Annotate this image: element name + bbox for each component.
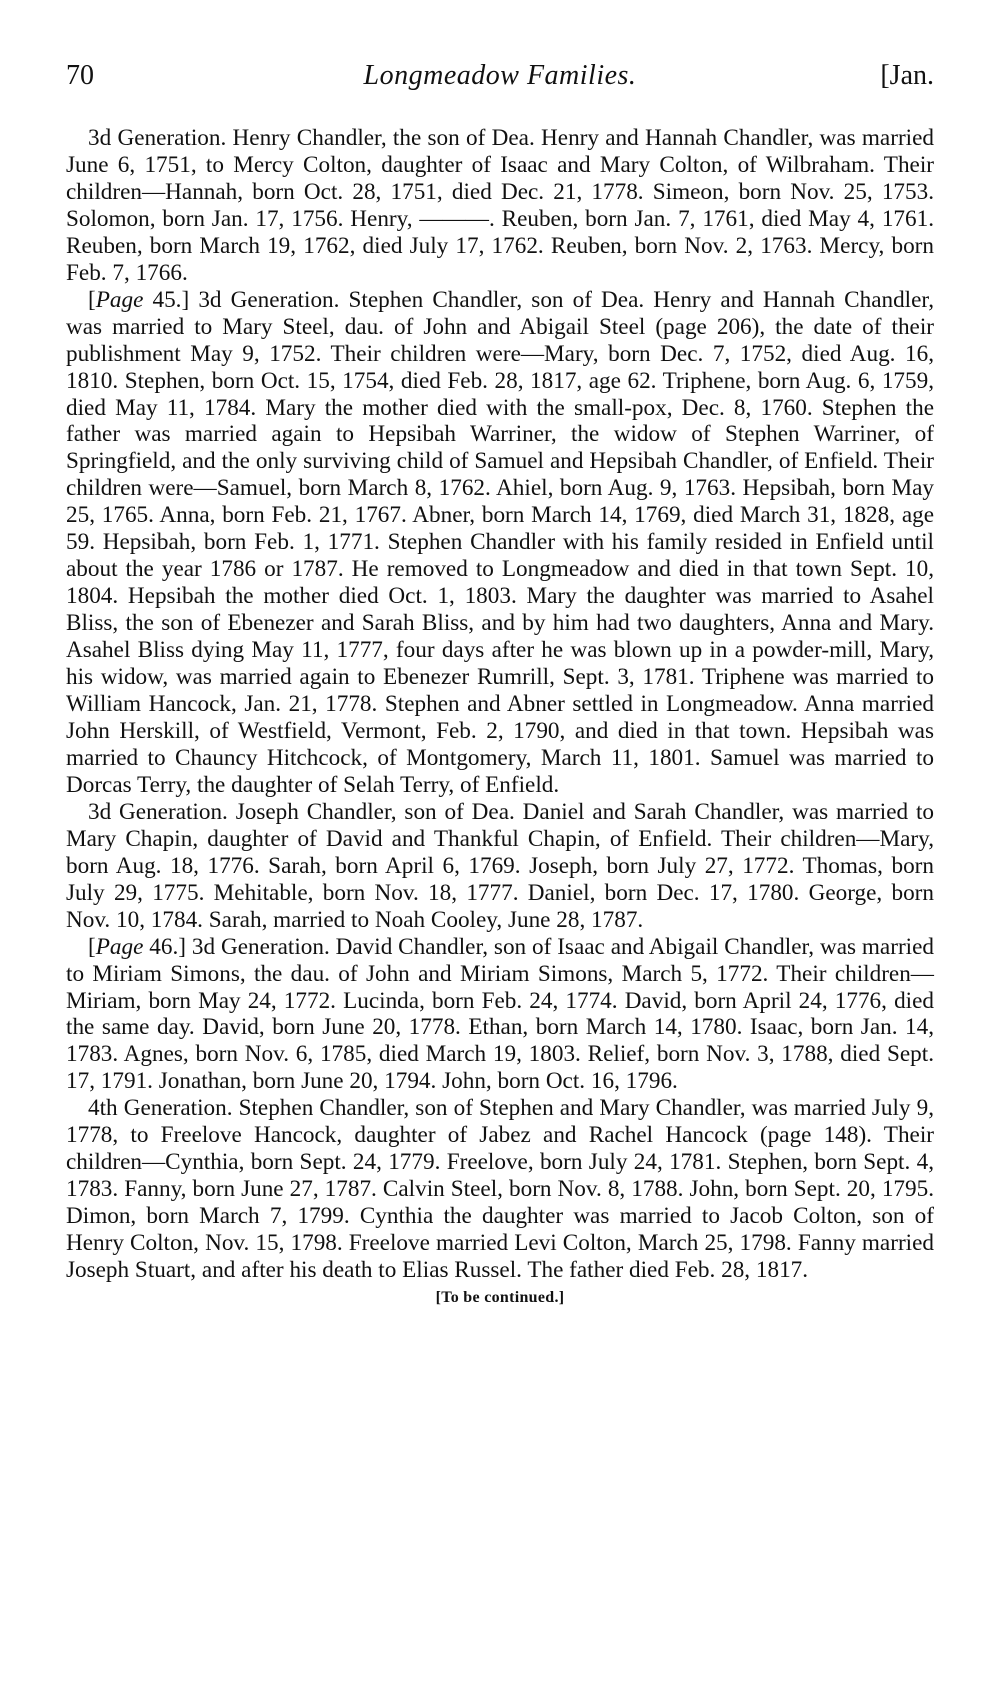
running-title: Longmeadow Families.: [363, 60, 637, 91]
page-header: [66, 52, 934, 96]
paragraph-text: 3d Generation. David Chandler, son of Isaac and Abigail Chandler, was married to Miriam Simons, the dau. of John and Miriam Simons, March 5, 1772. Their children—Miriam, born May 24, 1772. Lucinda, born Feb. 24, 1774. David, born April 24, 1776, died the same day. David, born June 20, 1778. Ethan, born March 14, 1780. Isaac, born Jan. 14, 1783. Agnes, born Nov. 6, 1785, died March 19, 1803. Relief, born Nov. 3, 1788, died Sept. 17, 1791. Jonathan, born June 20, 1794. John, born Oct. 16, 1796.: [66, 933, 934, 1095]
paragraph-david-chandler: [66, 934, 934, 1096]
paragraph-henry-chandler: [66, 125, 934, 287]
document-page: [66, 52, 934, 1307]
paragraph-text: 3d Generation. Henry Chandler, the son of Dea. Henry and Hannah Chandler, was married June 6, 1751, to Mercy Colton, daughter of Isaac and Mary Colton, of Wilbraham. Their children—Hannah, born Oct. 28, 1751, died Dec. 21, 1778. Simeon, born Nov. 25, 1753. Solomon, born Jan. 17, 1756. Henry, ———. Reuben, born Jan. 7, 1761, died May 4, 1761. Reuben, born March 19, 1762, died July 17, 1762. Reuben, born Nov. 2, 1763. Mercy, born Feb. 7, 1766.: [66, 125, 934, 286]
page-number: 70: [66, 60, 94, 91]
paragraph-joseph-chandler: [66, 799, 934, 934]
page-reference: [Page 45.]: [88, 286, 190, 313]
paragraph-text: 4th Generation. Stephen Chandler, son of Stephen and Mary Chandler, was married July 9, 1778, to Freelove Hancock, daughter of Jabez and Rachel Hancock (page 148). Their children—Cynthia, born Sept. 24, 1779. Freelove, born July 24, 1781. Stephen, born Sept. 4, 1783. Fanny, born June 27, 1787. Calvin Steel, born Nov. 8, 1788. John, born Sept. 20, 1795. Dimon, born March 7, 1799. Cynthia the daughter was married to Jacob Colton, son of Henry Colton, Nov. 15, 1798. Freelove married Levi Colton, March 25, 1798. Fanny married Joseph Stuart, and after his death to Elias Russel. The father died Feb. 28, 1817.: [66, 1095, 934, 1284]
page-body: [66, 125, 934, 1307]
paragraph-stephen-chandler-4th: [66, 1095, 934, 1284]
to-be-continued: [To be continued.]: [435, 1288, 565, 1306]
paragraph-stephen-chandler: [66, 287, 934, 799]
paragraph-text: 3d Generation. Joseph Chandler, son of Dea. Daniel and Sarah Chandler, was married to Mary Chapin, daughter of David and Thankful Chapin, of Enfield. Their children—Mary, born Aug. 18, 1776. Sarah, born April 6, 1769. Joseph, born July 27, 1772. Thomas, born July 29, 1775. Mehitable, born Nov. 18, 1777. Daniel, born Dec. 17, 1780. George, born Nov. 10, 1784. Sarah, married to Noah Cooley, June 28, 1787.: [66, 798, 934, 933]
paragraph-text: 3d Generation. Stephen Chandler, son of Dea. Henry and Hannah Chandler, was married to Mary Steel, dau. of John and Abigail Steel (page 206), the date of their publishment May 9, 1752. Their children were—Mary, born Dec. 7, 1752, died Aug. 16, 1810. Stephen, born Oct. 15, 1754, died Feb. 28, 1817, age 62. Triphene, born Aug. 6, 1759, died May 11, 1784. Mary the mother died with the small-pox, Dec. 8, 1760. Stephen the father was married again to Hepsibah Warriner, the widow of Stephen Warriner, of Springfield, and the only surviving child of Samuel and Hepsibah Chandler, of Enfield. Their children were—Samuel, born March 8, 1762. Ahiel, born Aug. 9, 1763. Hepsibah, born May 25, 1765. Anna, born Feb. 21, 1767. Abner, born March 14, 1769, died March 31, 1828, age 59. Hepsibah, born Feb. 1, 1771. Stephen Chandler with his family resided in Enfield until about the year 1786 or 1787. He removed to Longmeadow and died in that town Sept. 10, 1804. Hepsibah the mother died Oct. 1, 1803. Mary the daughter was married to Asahel Bliss, the son of Ebenezer and Sarah Bliss, and by him had two daughters, Anna and Mary. Asahel Bliss dying May 11, 1777, four days after he was blown up in a powder-mill, Mary, his widow, was married again to Ebenezer Rumrill, Sept. 3, 1781. Triphene was married to William Hancock, Jan. 21, 1778. Stephen and Abner settled in Longmeadow. Anna married John Herskill, of Westfield, Vermont, Feb. 2, 1790, and died in that town. Hepsibah was married to Chauncy Hitchcock, of Montgomery, March 11, 1801. Samuel was married to Dorcas Terry, the daughter of Selah Terry, of Enfield.: [66, 286, 935, 798]
running-month: [Jan.: [880, 60, 934, 91]
page-reference: [Page 46.]: [88, 933, 186, 960]
